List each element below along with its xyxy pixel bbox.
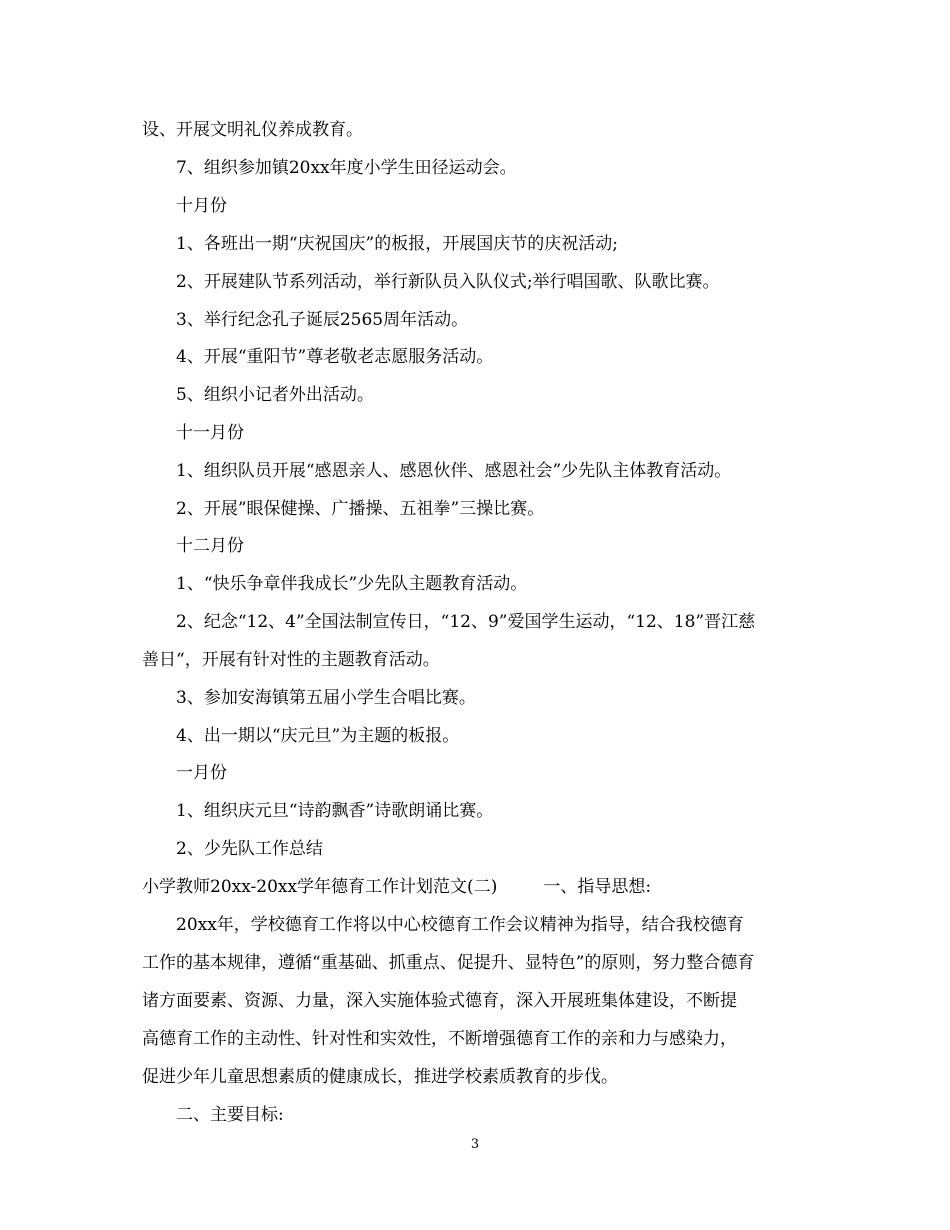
text-line: 5、组织小记者外出活动。: [176, 385, 374, 405]
text-line: 2、少先队工作总结: [176, 839, 323, 859]
text-line: 7、组织参加镇20xx年度小学生田径运动会。: [176, 158, 517, 178]
text-line: 1、各班出一期“庆祝国庆”的板报，开展国庆节的庆祝活动;: [176, 234, 618, 254]
text-line: 设、开展文明礼仪养成教育。: [142, 120, 363, 140]
text-line: 20xx年，学校德育工作将以中心校德育工作会议精神为指导，结合我校德育: [176, 915, 744, 935]
article-title: 小学教师20xx-20xx学年德育工作计划范文(二): [142, 877, 498, 897]
text-line: 2、开展建队节系列活动，举行新队员入队仪式;举行唱国歌、队歌比赛。: [176, 272, 720, 292]
text-line: 工作的基本规律，遵循“重基础、抓重点、促提升、显特色”的原则，努力整合德育: [142, 953, 755, 973]
section-heading-main-goals: 二、主要目标:: [176, 1105, 284, 1125]
text-line: 3、举行纪念孔子诞辰2565周年活动。: [176, 310, 469, 330]
text-line: 4、出一期以“庆元旦”为主题的板报。: [176, 726, 460, 746]
article-title-line: [142, 876, 651, 898]
text-line: 3、参加安海镇第五届小学生合唱比赛。: [176, 688, 476, 708]
section-heading-guiding-ideology: 一、指导思想:: [543, 877, 652, 897]
section-heading-december: 十二月份: [176, 536, 244, 556]
text-line: 促进少年儿童思想素质的健康成长，推进学校素质教育的步伐。: [142, 1067, 618, 1087]
text-line: 4、开展“重阳节”尊老敬老志愿服务活动。: [176, 347, 494, 367]
section-heading-october: 十月份: [176, 196, 227, 216]
text-line: 1、组织庆元旦“诗韵飘香”诗歌朗诵比赛。: [176, 801, 494, 821]
text-line: 2、纪念“12、4”全国法制宣传日，“12、9”爱国学生运动，“12、18”晋江慈: [176, 612, 756, 632]
page-number: 3: [470, 1137, 480, 1152]
text-line: 1、“快乐争章伴我成长”少先队主题教育活动。: [176, 574, 528, 594]
text-line: 诸方面要素、资源、力量，深入实施体验式德育，深入开展班集体建设，不断提: [142, 991, 737, 1011]
text-line: 高德育工作的主动性、针对性和实效性，不断增强德育工作的亲和力与感染力，: [142, 1029, 737, 1049]
section-heading-november: 十一月份: [176, 423, 244, 443]
text-line: 2、开展”眼保健操、广播操、五祖拳”三操比赛。: [176, 499, 545, 519]
text-line: 1、组织队员开展“感恩亲人、感恩伙伴、感恩社会”少先队主体教育活动。: [176, 461, 732, 481]
text-line: 善日“，开展有针对性的主题教育活动。: [142, 650, 440, 670]
section-heading-january: 一月份: [176, 763, 227, 783]
